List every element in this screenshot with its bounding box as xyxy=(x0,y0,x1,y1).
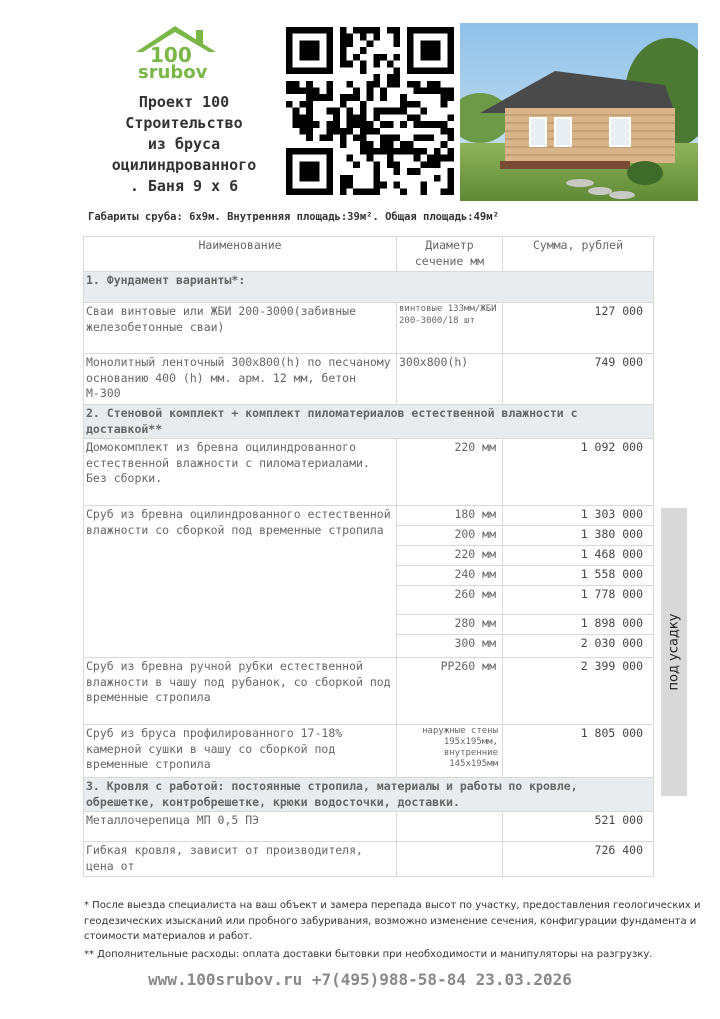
section-row xyxy=(84,778,654,812)
row-name: Монолитный ленточный 300х800(h) по песчаному основанию 400 (h) мм. арм. 12 мм, бетон М-300 xyxy=(84,354,397,405)
row-sum: 726 400 xyxy=(503,842,654,877)
row-name: Сруб из бруса профилированного 17-18% камерной сушки в чашу со сборкой под временные стропила xyxy=(84,725,397,778)
row-sum: 1 805 000 xyxy=(503,725,654,778)
row-diameter: 300 мм xyxy=(397,635,503,658)
section-row xyxy=(84,405,654,439)
row-diameter xyxy=(397,812,503,842)
table-row xyxy=(84,725,654,778)
table-row xyxy=(84,439,654,506)
row-sum: 1 558 000 xyxy=(503,566,654,586)
row-diameter: 220 мм xyxy=(397,439,503,506)
title-line: оцилиндрованного xyxy=(111,156,257,174)
table-row xyxy=(84,812,654,842)
row-diameter: наружные стены 195х195мм, внутренние 145х195мм xyxy=(397,725,503,778)
row-diameter: 200 мм xyxy=(397,526,503,546)
row-diameter xyxy=(397,842,503,877)
row-name: Металлочерепица МП 0,5 ПЭ xyxy=(84,812,397,842)
row-sum: 521 000 xyxy=(503,812,654,842)
row-diameter: 300х800(h) xyxy=(397,354,503,405)
title-line: Проект 100 xyxy=(138,93,230,111)
qr-code[interactable] xyxy=(286,27,454,195)
table-row xyxy=(84,354,654,405)
row-sum: 1 778 000 xyxy=(503,586,654,615)
section-title: 2. Стеновой комплект + комплект пиломатериалов естественной влажности с доставкой** xyxy=(84,405,654,439)
header-sum: Сумма, рублей xyxy=(503,237,654,272)
svg-text:srubov: srubov xyxy=(138,62,208,82)
row-sum: 2 030 000 xyxy=(503,635,654,658)
row-diameter: 260 мм xyxy=(397,586,503,615)
house-photo xyxy=(460,23,698,201)
row-sum: 1 380 000 xyxy=(503,526,654,546)
price-table xyxy=(83,236,654,877)
company-logo xyxy=(128,20,223,82)
row-diameter: 240 мм xyxy=(397,566,503,586)
row-sum: 1 092 000 xyxy=(503,439,654,506)
dimensions-info: Габариты сруба: 6х9м. Внутренняя площадь:39м². Общая площадь:49м² xyxy=(88,211,499,223)
shrinkage-text: под усадку xyxy=(666,613,682,691)
title-line: из бруса xyxy=(147,135,221,153)
row-sum: 1 898 000 xyxy=(503,615,654,635)
table-row xyxy=(84,658,654,725)
row-sum: 1 468 000 xyxy=(503,546,654,566)
table-row xyxy=(84,842,654,877)
section-row xyxy=(84,272,654,303)
row-diameter: винтовые 133мм/ЖБИ 200-3000/18 шт xyxy=(397,303,503,354)
row-diameter: 280 мм xyxy=(397,615,503,635)
svg-text:100: 100 xyxy=(150,43,192,67)
row-sum: 1 303 000 xyxy=(503,506,654,526)
row-diameter: РР260 мм xyxy=(397,658,503,725)
row-name: Сваи винтовые или ЖБИ 200-3000(забивные железобетонные сваи) xyxy=(84,303,397,354)
header-diameter: Диаметр сечение мм xyxy=(397,237,503,272)
row-diameter: 180 мм xyxy=(397,506,503,526)
row-name: Сруб из бревна ручной рубки естественной влажности в чашу под рубанок, со сборкой под временные стропила xyxy=(84,658,397,725)
footnote-1: * После выезда специалиста на ваш объект и замера перепада высот по участку, предоставления геологических и геодезических изысканий или пробного забуривания, возможно изменение сечения, конфигурации фундамента и стоимости материалов и работ. xyxy=(84,900,701,942)
table-header-row xyxy=(84,237,654,272)
row-name: Домокомплект из бревна оцилиндрованного естественной влажности с пиломатериалами. Без сборки. xyxy=(84,439,397,506)
contact-footer[interactable]: www.100srubov.ru +7(495)988-58-84 23.03.2026 xyxy=(148,970,572,989)
row-name: Сруб из бревна оцилиндрованного естественной влажности со сборкой под временные стропила xyxy=(84,506,397,658)
header-name: Наименование xyxy=(84,237,397,272)
title-line: Строительство xyxy=(125,114,243,132)
table-row xyxy=(84,303,654,354)
project-title xyxy=(84,92,284,197)
title-line: . Баня 9 х 6 xyxy=(129,177,239,195)
row-name: Гибкая кровля, зависит от производителя, цена от xyxy=(84,842,397,877)
row-sum: 127 000 xyxy=(503,303,654,354)
row-sum: 749 000 xyxy=(503,354,654,405)
row-sum: 2 399 000 xyxy=(503,658,654,725)
row-diameter: 220 мм xyxy=(397,546,503,566)
footnote-2: ** Дополнительные расходы: оплата доставки бытовки при необходимости и манипуляторы на разгрузку. xyxy=(84,949,653,960)
section-title: 1. Фундамент варианты*: xyxy=(84,272,654,303)
shrinkage-label xyxy=(661,508,687,796)
section-title: 3. Кровля с работой: постоянные стропила, материалы и работы по кровле, обрешетке, контробрешетке, крюки водосточки, доставки. xyxy=(84,778,654,812)
table-row xyxy=(84,506,654,526)
